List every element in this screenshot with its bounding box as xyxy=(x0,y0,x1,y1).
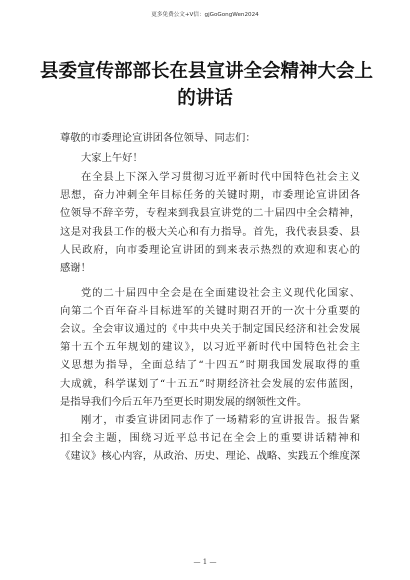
paragraph-1 xyxy=(60,168,360,277)
header-note: 更多免费公文+V信：gjGoGongWen2024 xyxy=(151,12,259,18)
paragraph-line: 刚才，市委宣讲团同志作了一场精彩的宣讲报告。报告紧 xyxy=(81,413,360,426)
paragraph-3 xyxy=(60,411,360,466)
paragraph-line: 感谢！ xyxy=(60,261,91,274)
paragraph-line: 大成就，科学谋划了“十五五”时期经济社会发展的宏伟蓝图， xyxy=(60,377,360,390)
page-number: — 1 — xyxy=(193,558,217,566)
paragraph-line: 党的二十届四中全会是在全面建设社会主义现代化国家、 xyxy=(81,286,360,299)
document-title xyxy=(40,58,374,112)
paragraph-line: 人民政府，向市委理论宣讲团的到来表示热烈的欢迎和衷心的 xyxy=(60,243,360,256)
paragraph-line: 在全县上下深入学习贯彻习近平新时代中国特色社会主义 xyxy=(81,171,360,183)
paragraph-2 xyxy=(60,284,360,411)
paragraph-line: 《建议》核心内容，从政治、历史、理论、战略、实践五个维度深 xyxy=(60,450,360,463)
paragraph-line: 这是对我县工作的极大关心和有力指导。首先，我代表县委、县 xyxy=(60,225,360,238)
paragraph-line: 是指导我们今后五年乃至更长时期发展的纲领性文件。 xyxy=(60,395,308,408)
paragraph-line: 向第二个百年奋斗目标进军的关键时期召开的一次十分重要的 xyxy=(60,304,360,317)
title-line-2: 的讲话 xyxy=(177,88,233,109)
salutation: 尊敬的市委理论宣讲团各位领导、同志们： xyxy=(60,132,256,144)
paragraph-line: 义思想为指导，全面总结了“十四五”时期我国发展取得的重 xyxy=(60,359,360,372)
paragraph-line: 思想，奋力冲刺全年目标任务的关键时期，市委理论宣讲团各 xyxy=(60,189,360,202)
paragraph-line: 第十五个五年规划的建议》，以习近平新时代中国特色社会主 xyxy=(60,341,360,354)
document-body xyxy=(60,128,360,466)
paragraph-line: 会议。全会审议通过的《中共中央关于制定国民经济和社会发展 xyxy=(60,323,360,335)
title-line-1: 县委宣传部部长在县宣讲全会精神大会上 xyxy=(40,61,374,82)
paragraph-line: 扣全会主题，围绕习近平总书记在全会上的重要讲话精神和 xyxy=(60,432,360,445)
paragraph-line: 位领导不辞辛劳，专程来到我县宣讲党的二十届四中全会精神， xyxy=(60,207,360,220)
greeting: 大家上午好！ xyxy=(81,152,143,164)
